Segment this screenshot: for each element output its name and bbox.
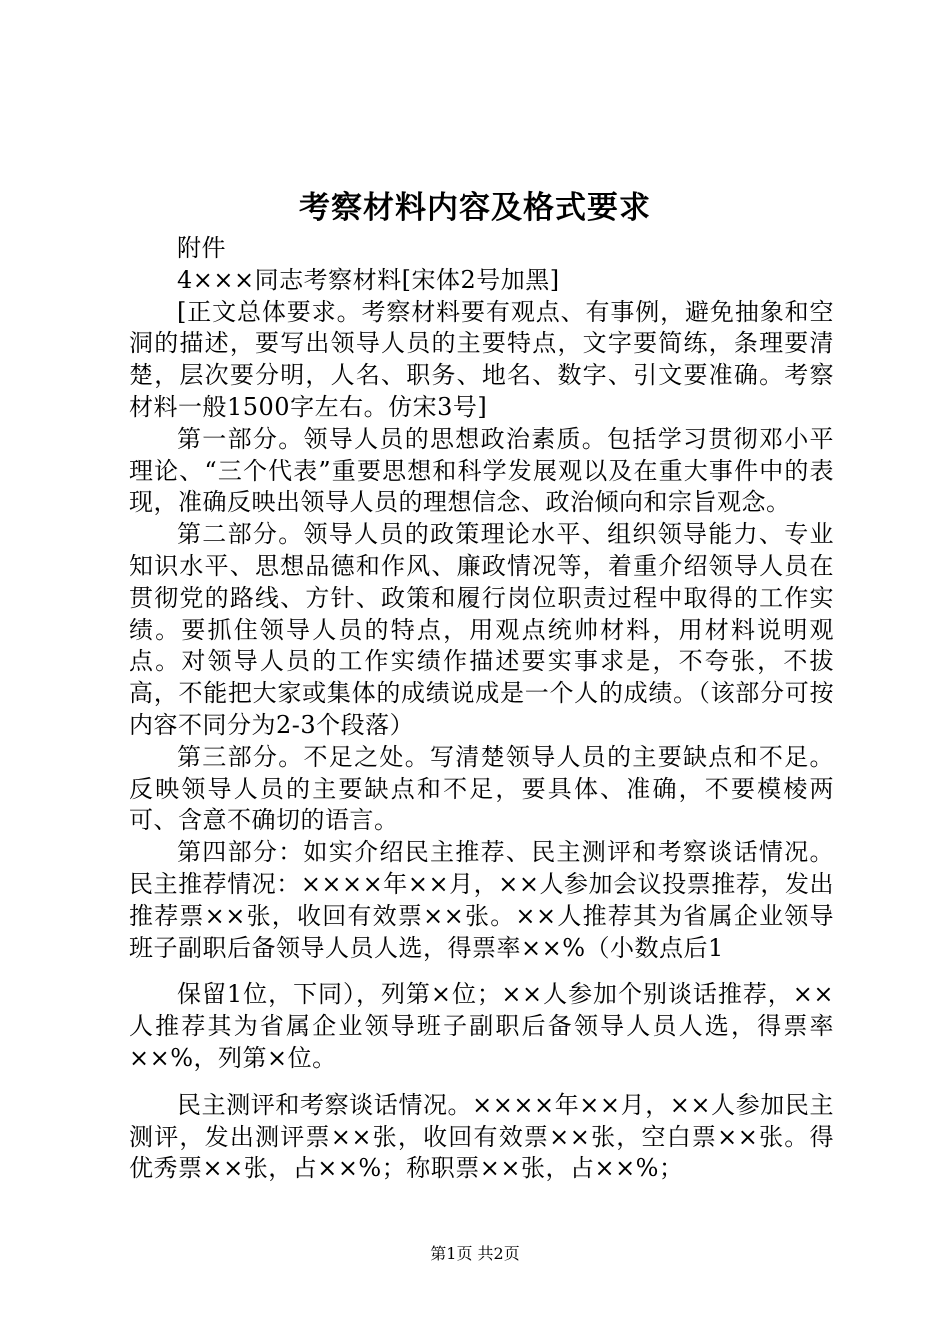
attachment-label: 附件 [177,234,226,262]
part-one-paragraph: 第一部分。领导人员的思想政治素质。包括学习贯彻邓小平理论、“三个代表”重要思想和科学发展观以及在重大事件中的表现，准确反映出领导人员的理想信念、政治倾向和宗旨观念。 [129,424,834,517]
part-three-paragraph: 第三部分。不足之处。写清楚领导人员的主要缺点和不足。反映领导人员的主要缺点和不足，要具体、准确，不要模棱两可、含意不确切的语言。 [129,742,834,835]
evaluation-paragraph: 民主测评和考察谈话情况。××××年××月，××人参加民主测评，发出测评票××张，收回有效票××张，空白票××张。得优秀票××张，占××%；称职票××张，占××%； [129,1090,834,1183]
part-two-paragraph: 第二部分。领导人员的政策理论水平、组织领导能力、专业知识水平、思想品德和作风、廉政情况等，着重介绍领导人员在贯彻党的路线、方针、政策和履行岗位职责过程中取得的工作实绩。要抓住领导人员的特点，用观点统帅材料，用材料说明观点。对领导人员的工作实绩作描述要实事求是，不夸张，不拔高，不能把大家或集体的成绩说成是一个人的成绩。（该部分可按内容不同分为2-3个段落） [129,520,834,739]
recommendation-continuation-paragraph: 保留1位，下同），列第×位；××人参加个别谈话推荐，××人推荐其为省属企业领导班子副职后备领导人员人选，得票率××%，列第×位。 [129,980,834,1072]
part-four-paragraph: 第四部分：如实介绍民主推荐、民主测评和考察谈话情况。民主推荐情况：××××年××月，××人参加会议投票推荐，发出推荐票××张，收回有效票××张。××人推荐其为省属企业领导班子副职后备领导人员人选，得票率××%（小数点后1 [129,838,834,962]
general-requirements-paragraph: [正文总体要求。考察材料要有观点、有事例，避免抽象和空洞的描述，要写出领导人员的主要特点，文字要简练，条理要清楚，层次要分明，人名、职务、地名、数字、引文要准确。考察材料一般1500字左右。仿宋3号] [129,297,834,421]
page-number-footer: 第1页 共2页 [430,1244,520,1263]
material-heading: 4×××同志考察材料[宋体2号加黑] [177,265,560,294]
document-title: 考察材料内容及格式要求 [299,190,651,226]
document-body [129,233,834,1185]
